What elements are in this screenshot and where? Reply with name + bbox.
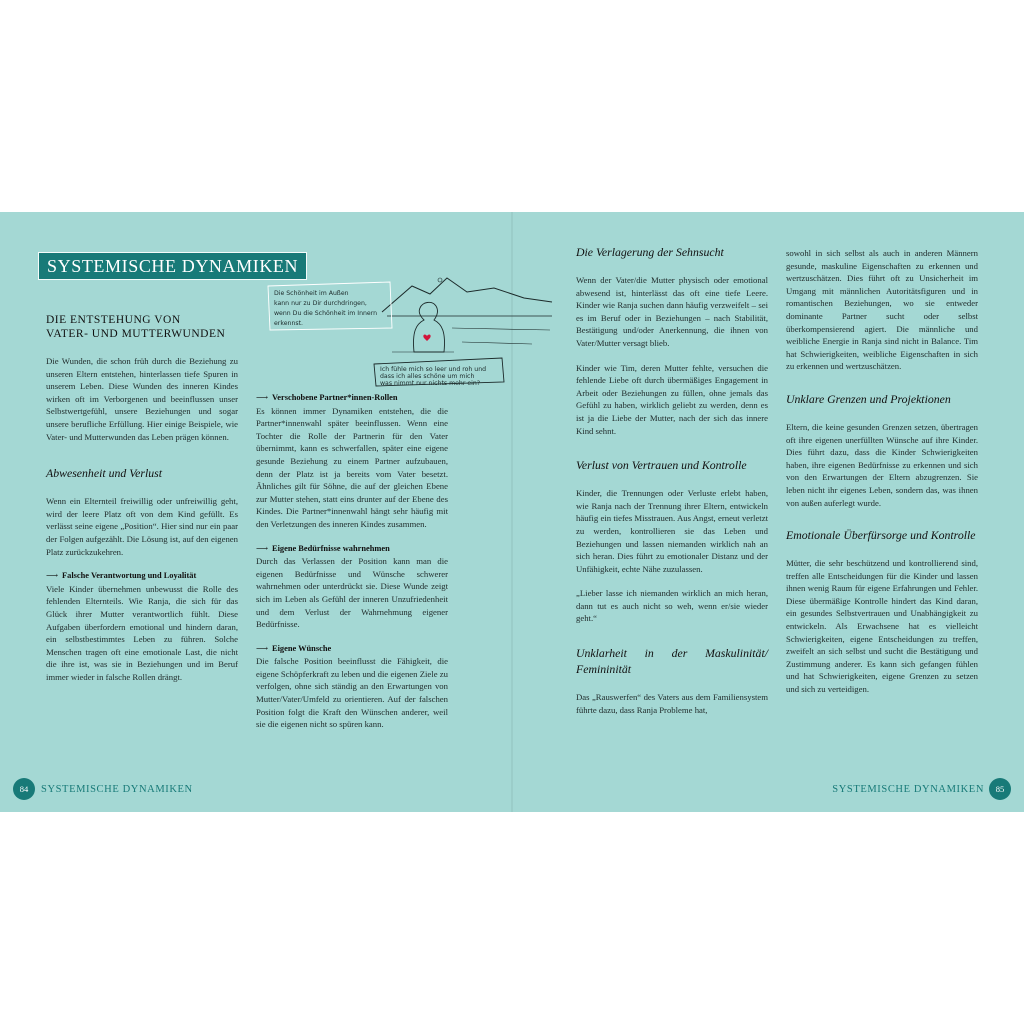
- paragraph-ueberfuersorge: Mütter, die sehr beschützend und kontrollierend sind, treffen alle Entscheidungen für die Kinder und lassen ihnen wenig Raum für eigene Erfahrungen und Fehler. Diese übermäßige Kontrolle hindert das Kind daran, ein gesundes Selbstvertrauen und Unabhängigkeit zu entwickeln. Als Erwachsene hat es vielleicht Schwierigkeiten, eigene Entscheidungen zu treffen, zweifelt an sich selbst und sucht die Bestätigung und Zustimmung anderer. Es kann sich gefangen fühlen und hat Schwierigkeiten, eigene Grenzen zu setzen und sich zu verteidigen.: [786, 558, 978, 695]
- paragraph-partnerrollen: Es können immer Dynamiken entstehen, die die Partner*innenwahl später beeinflussen. Wenn eine Tochter die Rolle der Partnerin für den Vater übernimmt, kann es schwerfallen, später eine eigene gesunde Beziehung zu einem Partner aufzubauen, denn der Platz ist ja bereits vom Vater besetzt. Ähnliches gilt für Söhne, die auf der gleichen Ebene zur Mutter stehen, statt eins drunter auf der Ebene des Kindes. Die Partner*innenwahl hängt sehr häufig mit den Verletzungen des inneren Kindes zusammen.: [256, 405, 448, 529]
- illustration-sketch: [262, 268, 554, 388]
- chapter-heading-line2: VATER- UND MUTTERWUNDEN: [46, 328, 226, 340]
- subheading-beduerfnisse: [256, 543, 448, 556]
- arrow-icon: ⟶: [256, 643, 269, 653]
- subheading-wuensche: [256, 643, 448, 656]
- chapter-heading: [46, 313, 238, 341]
- note-top-line2: kann nur zu Dir durchdringen,: [274, 300, 367, 307]
- heart-icon: [423, 335, 430, 341]
- intro-paragraph: Die Wunden, die schon früh durch die Beziehung zu unseren Eltern entstehen, hinterlassen tiefe Spuren in unserem Leben. Diese Wunden des inneren Kindes wirken oft im Verborgenen und beeinflussen unser Selbstwertgefühl, unsere Beziehungen und sogar unsere berufliche Erfüllung. Hier einige Beispiele, wie Vater- und Mutterwunden das Leben prägen können.: [46, 356, 238, 442]
- paragraph-falsche-verantwortung: Viele Kinder übernehmen unbewusst die Rolle des fehlenden Elternteils. Wie Ranja, die sich für das Glück ihrer Mutter verantwortlich fühlt. Diese Aufgaben überfordern emotional und hindern daran, ein selbstbestimmtes Leben zu führen. Solche Menschen tragen oft eine emotionale Last, die nicht die ihre ist, was sie in Beziehungen und im Beruf immer wieder in falsche Rollen drängt.: [46, 583, 238, 682]
- subheading-text: Falsche Verantwortung und Loyalität: [62, 571, 197, 581]
- arrow-icon: ⟶: [256, 393, 269, 402]
- heading-sehnsucht: Die Verlagerung der Sehnsucht: [576, 245, 724, 259]
- paragraph-abwesenheit: Wenn ein Elternteil freiwillig oder unfreiwillig geht, wird der leere Platz oft von dem Kind gefüllt. Es verlässt seine eigene „Position“. Hier sind nur ein paar der Folgen aufgezählt. Die Lösung ist, auf den eigenen Platz zurückzukehren.: [46, 496, 238, 557]
- book-spread: [0, 212, 1024, 812]
- subheading-partnerrollen: [256, 392, 448, 405]
- page-number-left: 84: [13, 778, 35, 800]
- column-3: [576, 244, 768, 716]
- column-1: [46, 313, 238, 683]
- column-4: [786, 247, 978, 696]
- paragraph-sehnsucht-2: Kinder wie Tim, deren Mutter fehlte, versuchen die fehlende Liebe oft durch übermäßiges Engagement in Arbeit oder Beziehungen zu füllen, ohne jemals das Gefühl zu haben, wirklich geliebt zu werden, denn es ist ja die Liebe der Mutter, nach der sich das innere Kind sehnt.: [576, 362, 768, 436]
- paragraph-sehnsucht-1: Wenn der Vater/die Mutter physisch oder emotional abwesend ist, hinterlässt das oft eine tiefe Leere. Kinder wie Ranja suchen dann häufig verzweifelt – sei es im Beruf oder in Beziehungen – nach Stabilität, Bestätigung und/oder Anerkennung, die ihnen von Vater/Mutter versagt blieb.: [576, 275, 768, 348]
- note-bottom-line3: was nimmt nur nichts mehr ein?: [380, 380, 481, 387]
- subheading-falsche-verantwortung: [46, 570, 238, 583]
- arrow-icon: ⟶: [256, 543, 269, 553]
- paragraph-vertrauen: Kinder, die Trennungen oder Verluste erlebt haben, wie Ranja nach der Trennung ihrer Eltern, entwickeln häufig ein tiefes Misstrauen. Aus Angst, erneut verletzt zu werden, kontrollieren sie das Leben und Beziehungen und lassen niemanden wirklich nah an sich heran. Dies führt zu emotionaler Distanz und der Unfähigkeit, echte Nähe zuzulassen.: [576, 488, 768, 574]
- subheading-text: Verschobene Partner*innen-Rollen: [272, 393, 398, 402]
- running-footer-left: SYSTEMISCHE DYNAMIKEN: [41, 784, 193, 795]
- paragraph-maskulinitaet-cont: sowohl in sich selbst als auch in anderen Männern gesunde, maskuline Eigenschaften zu erkennen und wertzuschätzen. Dies führt oft zu Unsicherheit im Umgang mit männlichen Autoritätsfiguren und in romantischen Beziehungen, wo sie entweder dominante Partner sucht oder selbst überkompensierend agiert. Die männliche und weibliche Energie in Ranja sind nicht in Balance. Tim hat Schwierigkeiten, weibliche Eigenschaften in sich zu erkennen und wertzuschätzen.: [786, 248, 978, 372]
- quote: „Lieber lasse ich niemanden wirklich an mich heran, dann tut es auch nicht so weh, wenn er/sie wieder geht.“: [576, 588, 768, 624]
- chapter-heading-line1: DIE ENTSTEHUNG VON: [46, 314, 181, 326]
- heading-maskulinitaet: Unklarheit in der Maskulinität/ Femininität: [576, 646, 768, 677]
- sun-icon: [438, 278, 442, 282]
- note-top-line3: wenn Du die Schönheit im Innern: [274, 310, 378, 317]
- note-bottom-line1: Ich fühle mich so leer und roh und: [380, 366, 487, 373]
- heading-ueberfuersorge: Emotionale Überfürsorge und Kontrolle: [786, 528, 976, 543]
- page-number-right: 85: [989, 778, 1011, 800]
- paragraph-maskulinitaet: Das „Rauswerfen“ des Vaters aus dem Familiensystem führte dazu, dass Ranja Probleme hat,: [576, 692, 768, 715]
- column-2: [256, 392, 448, 731]
- note-top-line1: Die Schönheit im Außen: [274, 290, 349, 297]
- heading-grenzen: Unklare Grenzen und Projektionen: [786, 391, 951, 406]
- subheading-text: Eigene Bedürfnisse wahrnehmen: [272, 543, 390, 553]
- note-top-line4: erkennst.: [274, 320, 303, 327]
- note-bottom-line2: dass ich alles schöne um mich: [380, 373, 475, 380]
- paragraph-beduerfnisse: Durch das Verlassen der Position kann man die eigenen Bedürfnisse und Wünsche schwerer wahrnehmen oder unterdrückt sie. Diese Wunde zeigt sich im Leben als Gefühl der inneren Unzufriedenheit und dem Verlust der Wahrnehmung eigener Bedürfnisse.: [256, 556, 448, 630]
- arrow-icon: ⟶: [46, 571, 59, 581]
- heading-vertrauen: Verlust von Vertrauen und Kontrolle: [576, 458, 747, 473]
- section-title: SYSTEMISCHE DYNAMIKEN: [38, 252, 307, 280]
- paragraph-grenzen: Eltern, die keine gesunden Grenzen setzen, übertragen oft ihre eigenen unerfüllten Wünsche auf ihre Kinder. Dies führt dazu, dass die Kinder Schwierigkeiten haben, ihre eigenen Bedürfnisse zu erkennen und sich von den Erwartungen der Eltern abzugrenzen. Sie leben nicht ihr eigenes Leben, sondern das, was ihnen von außen auferlegt wurde.: [786, 421, 978, 508]
- paragraph-wuensche: Die falsche Position beeinflusst die Fähigkeit, die eigene Schöpferkraft zu leben und die eigenen Ziele zu verfolgen, ohne sich ständig an den Erwartungen von Mutter/Vater/Umfeld zu orientieren. Auf der falschen Position folgt die Kraft den Wünschen anderer, weil sie die eigenen nicht so spüren kann.: [256, 656, 448, 730]
- heading-abwesenheit: Abwesenheit und Verlust: [46, 466, 162, 481]
- subheading-text: Eigene Wünsche: [272, 643, 332, 653]
- running-footer-right: SYSTEMISCHE DYNAMIKEN: [832, 784, 984, 795]
